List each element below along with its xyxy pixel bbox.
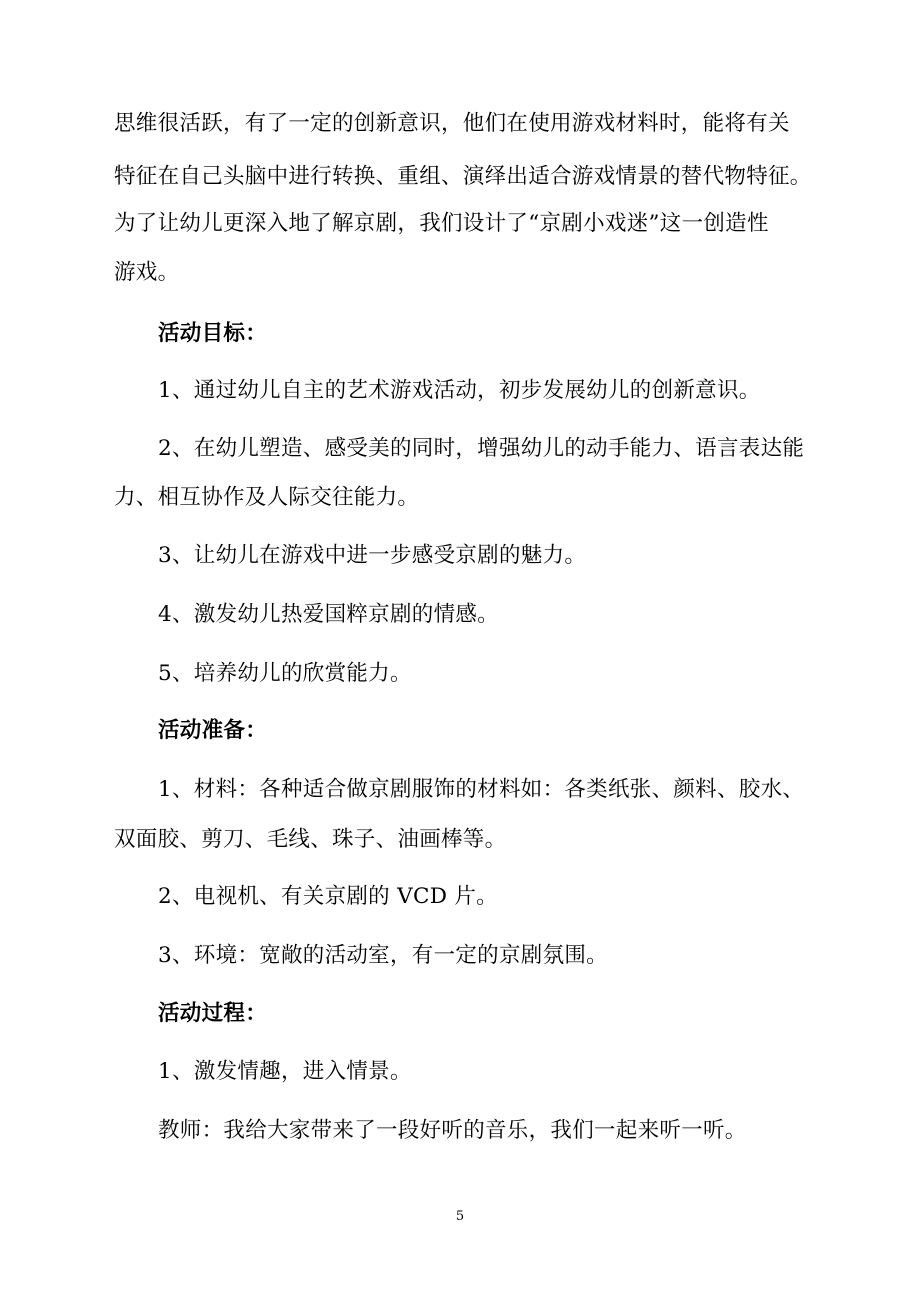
process-item: 教师：我给大家带来了一段好听的音乐，我们一起来听一听。 bbox=[158, 1118, 747, 1143]
section-heading-goals: 活动目标： bbox=[158, 321, 268, 346]
preparation-item: 1、材料：各种适合做京剧服饰的材料如：各类纸张、颜料、胶水、 bbox=[158, 777, 805, 802]
goal-item: 4、激发幼儿热爱国粹京剧的情感。 bbox=[158, 602, 499, 627]
process-item: 1、激发情趣，进入情景。 bbox=[158, 1059, 412, 1084]
paragraph-line: 思维很活跃，有了一定的创新意识，他们在使用游戏材料时，能将有关 bbox=[114, 111, 790, 136]
section-heading-process: 活动过程： bbox=[158, 1001, 268, 1026]
goal-item: 5、培养幼儿的欣赏能力。 bbox=[158, 661, 412, 686]
paragraph-line: 为了让幼儿更深入地了解京剧，我们设计了“京剧小戏迷”这一创造性 bbox=[114, 211, 769, 236]
preparation-item: 3、环境：宽敞的活动室，有一定的京剧氛围。 bbox=[158, 943, 608, 968]
page-number: 5 bbox=[455, 1209, 465, 1224]
section-heading-preparation: 活动准备： bbox=[158, 718, 268, 743]
goal-item: 2、在幼儿塑造、感受美的同时，增强幼儿的动手能力、语言表达能 bbox=[158, 436, 805, 461]
preparation-item-continuation: 双面胶、剪刀、毛线、珠子、油画棒等。 bbox=[114, 827, 507, 852]
paragraph-line: 游戏。 bbox=[114, 260, 180, 285]
goal-item: 3、让幼儿在游戏中进一步感受京剧的魅力。 bbox=[158, 543, 587, 568]
paragraph-line: 特征在自己头脑中进行转换、重组、演绎出适合游戏情景的替代物特征。 bbox=[114, 164, 812, 189]
goal-item: 1、通过幼儿自主的艺术游戏活动，初步发展幼儿的创新意识。 bbox=[158, 378, 761, 403]
preparation-item: 2、电视机、有关京剧的 VCD 片。 bbox=[158, 884, 498, 909]
goal-item-continuation: 力、相互协作及人际交往能力。 bbox=[114, 485, 420, 510]
